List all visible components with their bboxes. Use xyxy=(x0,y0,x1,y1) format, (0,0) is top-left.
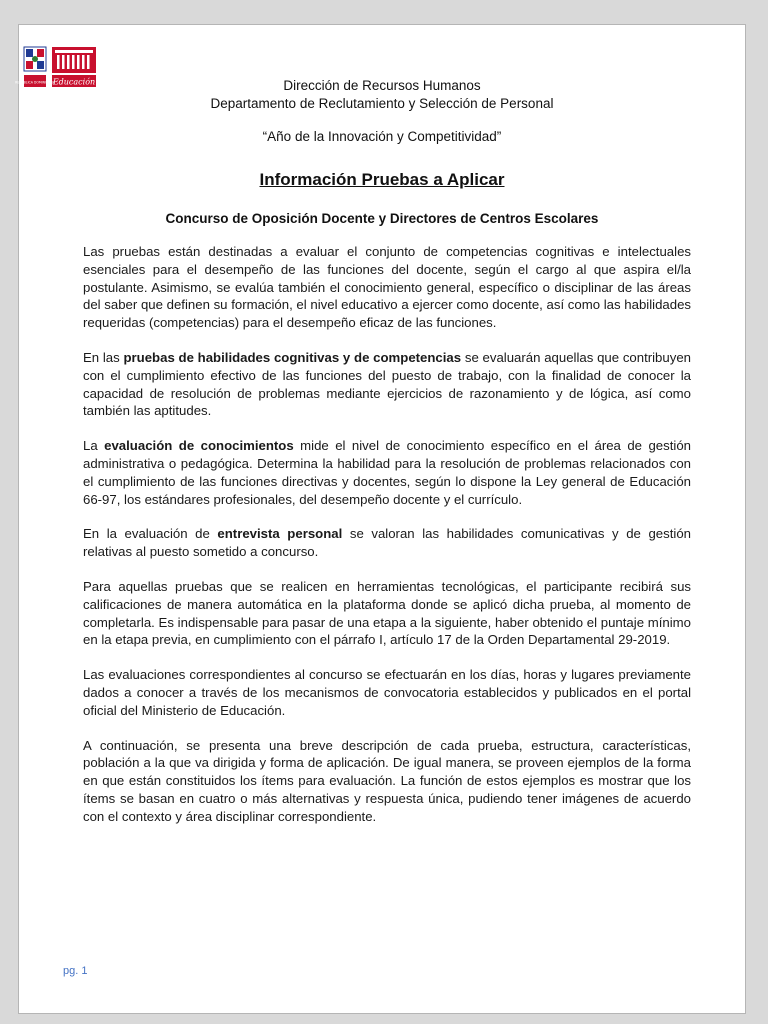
paragraph-schedule: Las evaluaciones correspondientes al concurso se efectuarán en los días, horas y lugares previamente dados a conocer a través de los mecanismos de convocatoria establecidos y publicados en el portal oficial del Ministerio de Educación. xyxy=(83,667,691,718)
paragraph-text: mide el nivel de conocimiento específico en el área de gestión administrativa o pedagógica. Determina la habilidad para la resolución de problemas relacionados con el cumplimiento de las funciones directivas y docentes, según lo dispone la Ley general de Educación 66-97, los estándares profesionales, del desempeño docente y el currículo. xyxy=(83,438,691,507)
logo-caption: REPÚBLICA DOMINICANA xyxy=(15,80,55,85)
document-body xyxy=(83,243,691,843)
paragraph-knowledge-evaluation xyxy=(83,437,691,508)
paragraph-interview xyxy=(83,525,691,561)
paragraph-cognitive-tests xyxy=(83,349,691,420)
paragraph-text: se evaluarán aquellas que contribuyen con el cumplimiento efectivo de las funciones del puesto de trabajo, con la finalidad de conocer la capacidad de resolución de problemas mediante ejercicios de razonamiento y de lógica, así como también las aptitudes. xyxy=(83,349,691,419)
document-page xyxy=(15,24,746,1014)
document-subtitle: Concurso de Oposición Docente y Directores de Centros Escolares xyxy=(165,211,599,226)
paragraph-text: En las xyxy=(83,349,124,365)
document-title: Información Pruebas a Aplicar xyxy=(259,170,505,189)
bold-term-cognitive: pruebas de habilidades cognitivas y de competencias xyxy=(123,349,462,365)
paragraph-technology-tests: Para aquellas pruebas que se realicen en herramientas tecnológicas, el participante recibirá sus calificaciones de manera automática en la plataforma donde se aplicó dicha prueba, al momento de completarla. Es indispensable para pasar de una etapa a la siguiente, haber obtenido el puntaje mínimo en la etapa previa, en cumplimiento con el párrafo I, artículo 17 de la Orden Departamental 29-2019. xyxy=(83,578,691,648)
paragraph-text: se valoran las habilidades comunicativas y de gestión relativas al puesto sometido a concurso. xyxy=(83,526,691,560)
page-number: pg. 1 xyxy=(63,965,88,977)
document-header xyxy=(19,77,745,113)
paragraph-intro: Las pruebas están destinadas a evaluar el conjunto de competencias cognitivas e intelectuales esenciales para el desempeño de las funciones del docente, según el cargo al que aspira el/la postulante. Asimismo, se evalúa también el conocimiento general, específico o disciplinar de las áreas del saber que definen su formación, el nivel educativo a ejercer como docente, así como las habilidades requeridas (competencias) para el desempeño eficaz de las funciones. xyxy=(83,244,691,331)
paragraph-text: En la evaluación de xyxy=(83,526,218,542)
header-line-2: Departamento de Reclutamiento y Selección de Personal xyxy=(210,96,554,111)
year-motto: “Año de la Innovación y Competitividad” xyxy=(262,129,502,144)
paragraph-text: La xyxy=(83,438,105,454)
bold-term-interview: entrevista personal xyxy=(217,526,343,542)
bold-term-knowledge: evaluación de conocimientos xyxy=(104,438,294,454)
logo-text: Educación xyxy=(52,77,96,87)
header-line-1: Dirección de Recursos Humanos xyxy=(283,78,481,93)
paragraph-description: A continuación, se presenta una breve descripción de cada prueba, estructura, características, población a la que va dirigida y forma de aplicación. De igual manera, se proveen ejemplos de la forma en que están constituidos los ítems para evaluación. La función de estos ejemplos es mostrar que los ítems se basan en cuatro o más alternativas y respuesta única, pudiendo tener imágenes de acuerdo con el contexto y área disciplinar correspondiente. xyxy=(83,737,691,824)
